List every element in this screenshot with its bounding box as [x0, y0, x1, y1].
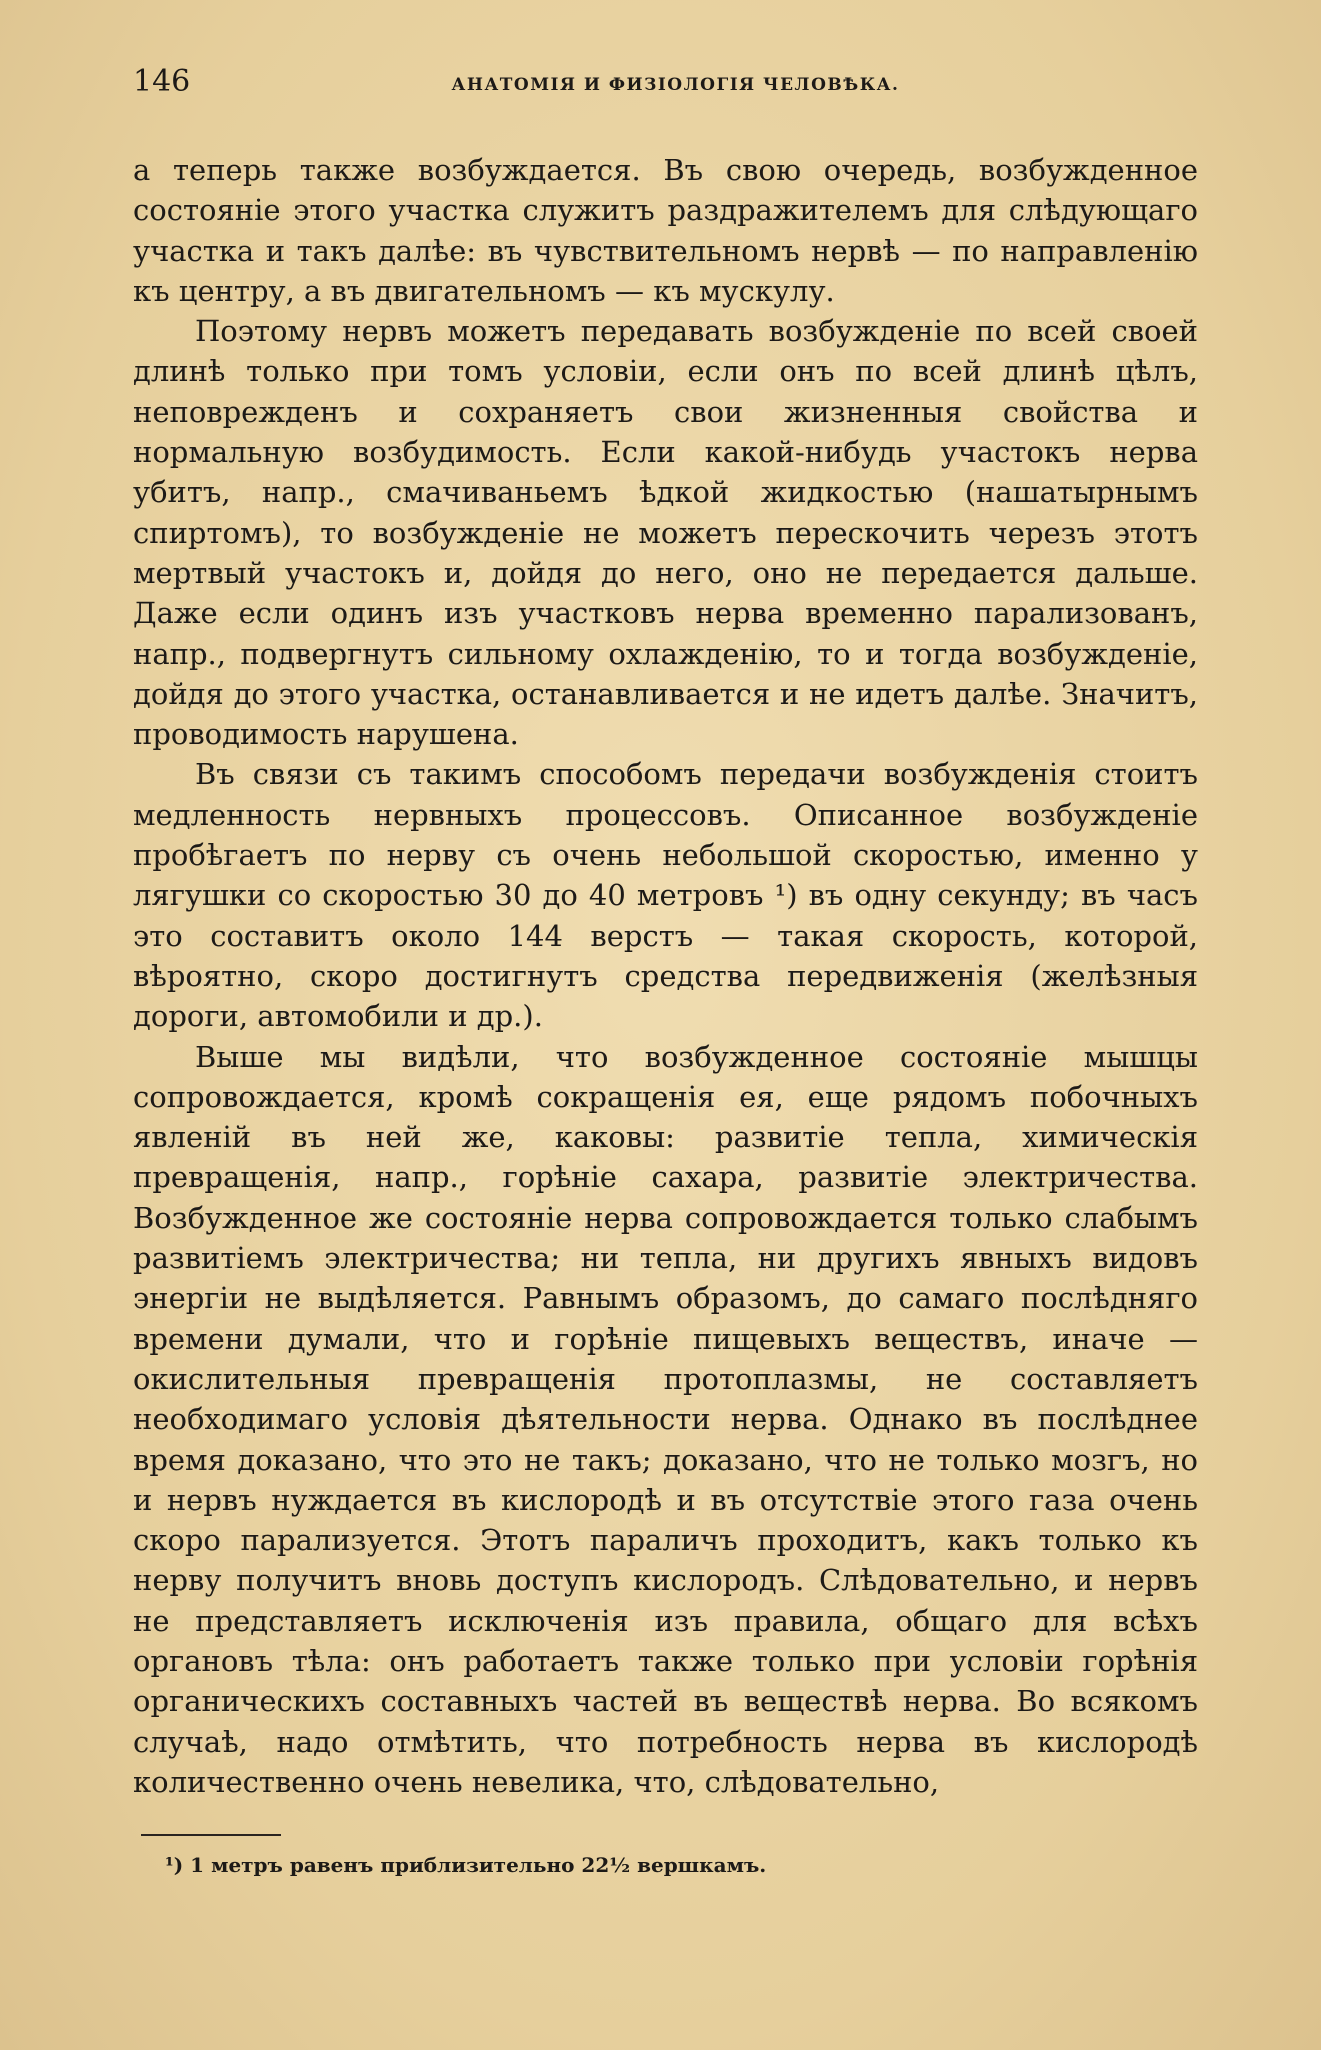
paragraph: Въ связи съ такимъ способомъ передачи возбужденія стоитъ медленность нервныхъ процессовъ. Описанное возбужденіе пробѣгаетъ по нерву съ очень небольшой скоростью, именно у лягушки со скоростью 30 до 40 метровъ ¹) въ одну секунду; въ часъ это составитъ около 144 верстъ — такая скорость, которой, вѣроятно, скоро достигнутъ средства передвиженія (желѣзныя дороги, автомобили и др.). — [133, 757, 1198, 1034]
page-number: 146 — [133, 64, 191, 99]
footnote: ¹) 1 метръ равенъ приблизительно 22½ вершкамъ. — [165, 1853, 767, 1878]
book-page — [133, 62, 1198, 1880]
paragraph: Поэтому нервъ можетъ передавать возбужденіе по всей своей длинѣ только при томъ условіи, если онъ по всей длинѣ цѣлъ, неповрежденъ и сохраняетъ свои жизненныя свойства и нормальную возбудимость. Если какой-нибудь участокъ нерва убитъ, напр., смачиваньемъ ѣдкой жидкостью (нашатырнымъ спиртомъ), то возбужденіе не можетъ перескочить черезъ этотъ мертвый участокъ и, дойдя до него, оно не передается дальше. Даже если одинъ изъ участковъ нерва временно парализованъ, напр., подвергнутъ сильному охлажденію, то и тогда возбужденіе, дойдя до этого участка, останавливается и не идетъ далѣе. Значитъ, проводимость нарушена. — [133, 314, 1198, 752]
paragraph: а теперь также возбуждается. Въ свою очередь, возбужденное состояніе этого участка служитъ раздражителемъ для слѣдующаго участка и такъ далѣе: въ чувствительномъ нервѣ — по направленію къ центру, а въ двигательномъ — къ мускулу. — [133, 153, 1198, 308]
paragraph: Выше мы видѣли, что возбужденное состояніе мышцы сопровождается, кромѣ сокращенія ея, еще рядомъ побочныхъ явленій въ ней же, каковы: развитіе тепла, химическія превращенія, напр., горѣніе сахара, развитіе электричества. Возбужденное же состояніе нерва сопровождается только слабымъ развитіемъ электричества; ни тепла, ни другихъ явныхъ видовъ энергіи не выдѣляется. Равнымъ образомъ, до самаго послѣдняго времени думали, что и горѣніе пищевыхъ веществъ, иначе — окислительныя превращенія протоплазмы, не составляетъ необходимаго условія дѣятельности нерва. Однако въ послѣднее время доказано, что это не такъ; доказано, что не только мозгъ, но и нервъ нуждается въ кислородѣ и въ отсутствіе этого газа очень скоро парализуется. Этотъ параличъ проходитъ, какъ только къ нерву получитъ вновь доступъ кислородъ. Слѣдовательно, и нервъ не представляетъ исключенія изъ правила, общаго для всѣхъ органовъ тѣла: онъ работаетъ также только при условіи горѣнія органическихъ составныхъ частей въ веществѣ нерва. Во всякомъ случаѣ, надо отмѣтить, что потребность нерва въ кислородѣ количественно очень невелика, что, слѣдовательно, — [133, 1039, 1198, 1799]
footnote-divider — [141, 1834, 281, 1836]
body-text — [133, 150, 1198, 1802]
running-title: АНАТОМІЯ И ФИЗІОЛОГІЯ ЧЕЛОВѢКА. — [451, 75, 900, 95]
running-head — [133, 62, 1198, 112]
